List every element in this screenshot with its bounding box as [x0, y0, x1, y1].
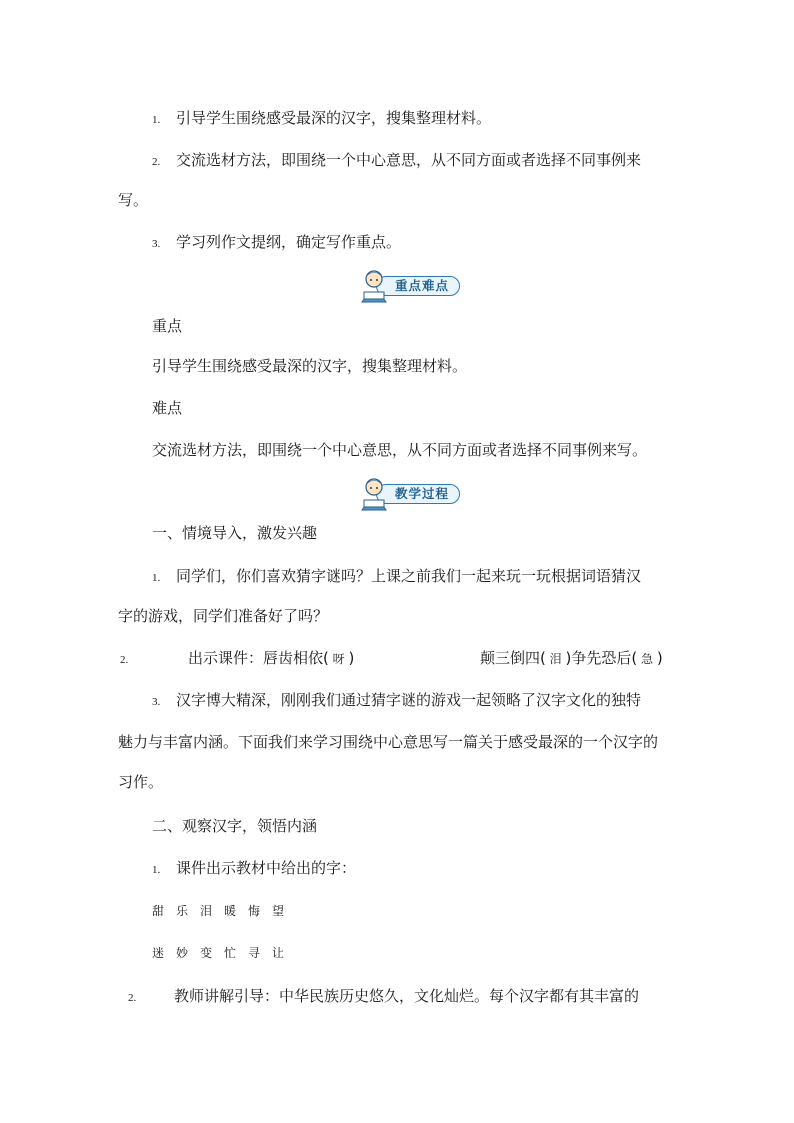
char: 暖 [224, 904, 237, 918]
char: 迷 [152, 946, 165, 960]
key-label: 重点 [152, 317, 183, 335]
section1-item1: 1. 同学们，你们喜欢猜字谜吗？上课之前我们一起来玩一玩根据词语猜汉 [152, 567, 642, 585]
banner-teaching-process: 教学过程 [356, 476, 466, 512]
section2-title: 二、观察汉字，领悟内涵 [152, 817, 318, 835]
char: 望 [272, 904, 285, 918]
key-text: 引导学生围绕感受最深的汉字，搜集整理材料。 [152, 357, 468, 375]
section1-item1-cont: 字的游戏，同学们准备好了吗？ [118, 607, 329, 625]
section2-item1: 1. 课件出示教材中给出的字： [152, 859, 357, 877]
section1-item3-cont1: 魅力与丰富内涵。下面我们来学习围绕中心意思写一篇关于感受最深的一个汉字的 [118, 733, 659, 751]
char: 变 [200, 946, 213, 960]
char: 忙 [224, 946, 237, 960]
char: 让 [272, 946, 285, 960]
goal-2-cont: 写。 [118, 191, 149, 209]
section1-item2: 2. 出示课件：唇齿相依( 呀 ) [120, 649, 355, 667]
student-reading-icon [356, 268, 396, 304]
chars-row-1 [152, 902, 296, 919]
char: 泪 [200, 904, 213, 918]
char: 乐 [176, 904, 189, 918]
char: 甜 [152, 904, 165, 918]
char: 寻 [248, 946, 261, 960]
goal-1: 1. 引导学生围绕感受最深的汉字，搜集整理材料。 [152, 109, 492, 127]
difficult-label: 难点 [152, 399, 183, 417]
section1-title: 一、情境导入，激发兴趣 [152, 524, 318, 542]
chars-row-2 [152, 944, 296, 961]
char: 妙 [176, 946, 189, 960]
section1-item3: 3. 汉字博大精深，刚刚我们通过猜字谜的游戏一起领略了汉字文化的独特 [152, 691, 642, 709]
goal-2: 2. 交流选材方法，即围绕一个中心意思，从不同方面或者选择不同事例来 [152, 151, 642, 169]
difficult-text: 交流选材方法，即围绕一个中心意思，从不同方面或者选择不同事例来写。 [152, 441, 648, 459]
banner-key-points: 重点难点 [356, 268, 466, 304]
section2-item2: 2. 教师讲解引导：中华民族历史悠久，文化灿烂。每个汉字都有其丰富的 [128, 987, 640, 1005]
char: 悔 [248, 904, 261, 918]
section1-item2-riddles: 颠三倒四( 泪 )争先恐后( 急 ) [480, 649, 663, 667]
goal-3: 3. 学习列作文提纲，确定写作重点。 [152, 233, 402, 251]
student-reading-icon [356, 476, 396, 512]
section1-item3-cont2: 习作。 [118, 773, 164, 791]
